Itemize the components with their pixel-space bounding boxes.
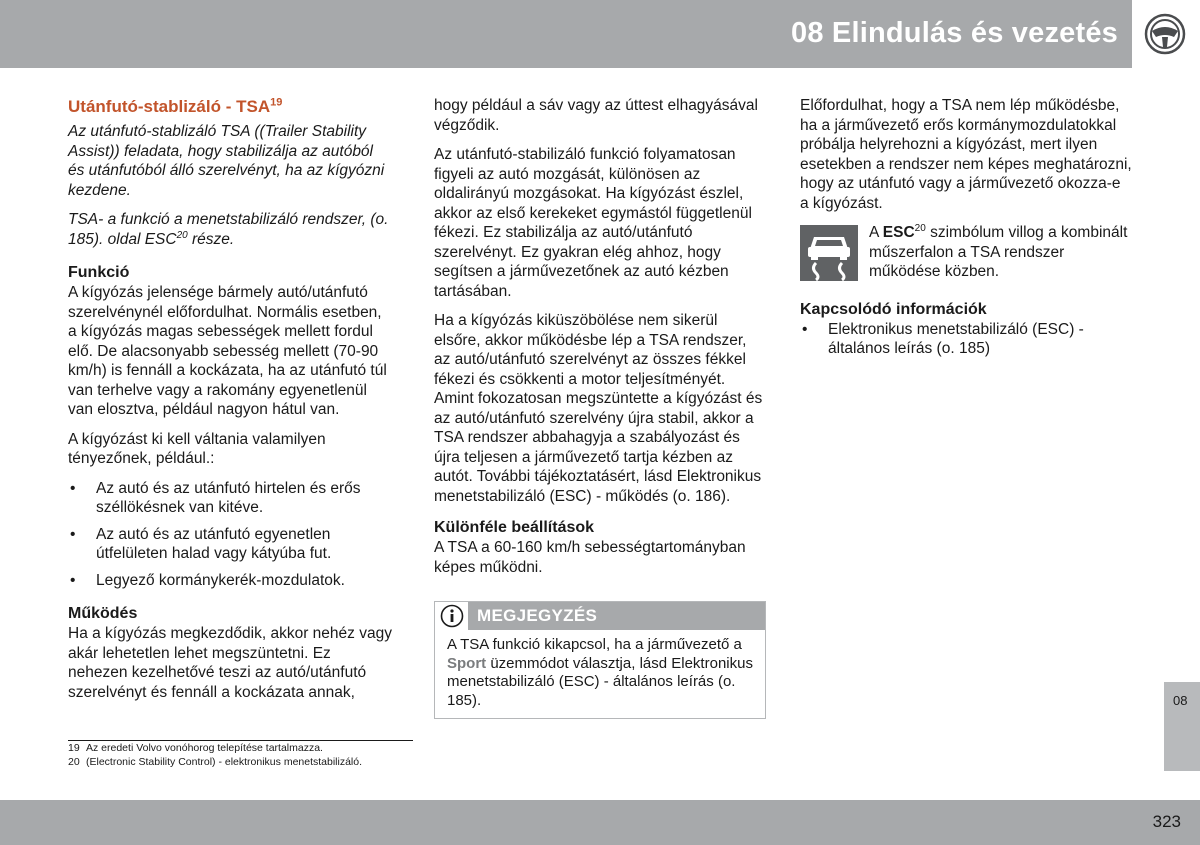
causes-paragraph: A kígyózást ki kell váltania valamilyen tényezőnek, például.: (68, 430, 326, 467)
note-header (435, 602, 765, 630)
settings-paragraph: A TSA a 60-160 km/h sebességtartományban képes működni. (434, 539, 746, 576)
page-number: 323 (1152, 812, 1181, 831)
steering-wheel-icon (1144, 13, 1186, 55)
esc-symbol-row (800, 223, 1132, 282)
note-icon-box (435, 602, 469, 630)
esc-label: ESC (882, 224, 915, 241)
esc-skid-car-icon (800, 225, 858, 281)
paragraph: Ha a kígyózás kiküszöbölése nem sikerül elsőre, akkor működésbe lép a TSA rendszer, az autó/utánfutó szerelvényt az összes fékkel fékezi és csökkenti a motor teljesítményét. Amint fokozatosan megszüntette a kígyózást és az autó/utánfutó szerelvény újra stabil, akkor a TSA rendszer abbahagyja a szabályozást és újra teljesen a járművezető tartja kézben az autót. További tájékoztatásért, lásd Elektronikus menetstabilizáló (ESC) - működés (o. 186). (434, 312, 763, 505)
funkcio-paragraph: A kígyózás jelensége bármely autó/utánfutó szerelvénynél előfordulhat. Normális esetben, a kígyózás magas sebességek mellett fordul elő. De alacsonyabb sebesség mellett (70-90 km/h) is fennáll a kockázata, ha az utánfutó túl van terhelve vagy a rakomány egyenetlenül van elosztva, például nagyon hátul van. (68, 284, 387, 418)
note-box (434, 601, 766, 719)
list-item: • Az autó és az utánfutó egyenetlen útfelületen halad vagy kátyúba fut. (68, 525, 393, 564)
footnote-ref-19: 19 (270, 96, 283, 109)
section-title: Utánfutó-stablizáló - TSA$^{19}$ (68, 96, 283, 116)
footnote: 19 Az eredeti Volvo vonóhorog telepítése tartalmazza. (68, 742, 323, 754)
footer-bar (0, 800, 1200, 845)
causes-list (68, 479, 393, 591)
heading-mukodes: Működés (68, 605, 138, 622)
note-body: A TSA funkció kikapcsol, ha a járművezető a Sport üzemmódot választja, lásd Elektronikus menetstabilizáló (ESC) - általános leírás (o. 185). (447, 636, 753, 709)
footnote-ref-20: 20 (176, 229, 188, 241)
mukodes-paragraph: Ha a kígyózás megkezdődik, akkor nehéz vagy akár lehetetlen lehet megszüntetni. Ez nehezen kezelhetővé teszi az autó/utánfutó szerelvényt és fennáll a kockázata annak, (68, 625, 392, 701)
column-1 (68, 96, 393, 712)
related-link[interactable]: • Elektronikus menetstabilizáló (ESC) - általános leírás (o. 185) (800, 320, 1132, 359)
paragraph: Az utánfutó-stabilizáló funkció folyamatosan figyeli az autó mozgását, különösen az oldalirányú mozgásokat. Ha kígyózást észlel, akkor az első kerekeket egymástól függetlenül fékezi. Ez stabilizálja az autó/utánfutó szerelvényt. Ez gyakran elég ahhoz, hogy segítsen a járművezetőnek az autó kézben tartásában. (434, 146, 752, 300)
list-item: • Az autó és az utánfutó hirtelen és erős széllökésnek van kitéve. (68, 479, 393, 518)
note-title: MEGJEGYZÉS (477, 606, 598, 625)
sport-mode-label: Sport (447, 654, 487, 672)
footnote: 20 (Electronic Stability Control) - elektronikus menetstabilizáló. (68, 756, 363, 768)
info-icon (440, 604, 464, 628)
header-icon-box (1132, 0, 1200, 68)
column-3 (800, 96, 1132, 369)
list-item: • Legyező kormánykerék-mozdulatok. (68, 571, 393, 591)
heading-settings: Különféle beállítások (434, 519, 595, 536)
paragraph: hogy például a sáv vagy az úttest elhagyásával végződik. (434, 97, 758, 134)
heading-funkcio: Funkció (68, 264, 130, 281)
footnote-ref-20: 20 (914, 222, 926, 234)
intro-paragraph: Az utánfutó-stablizáló TSA ((Trailer Stability Assist)) feladata, hogy stabilizálja az autóból és utánfutóból álló szerelvényt, ha az kígyózni kezdene. (68, 123, 385, 199)
heading-related: Kapcsolódó információk (800, 300, 987, 318)
related-list (800, 320, 1132, 359)
intro-reference: TSA- a funkció a menetstabilizáló rendszer, (o. 185). oldal ESC$^{20}$ része. (68, 211, 389, 248)
column-2 (434, 96, 766, 719)
footnotes (68, 740, 413, 769)
esc-text: A ESC$^{20}$ szimbólum villog a kombinált műszerfalon a TSA rendszer működése közben. (869, 222, 1128, 280)
chapter-title: 08 Elindulás és vezetés (791, 17, 1118, 49)
paragraph: Előfordulhat, hogy a TSA nem lép működésbe, ha a járművezető erős kormánymozdulatokkal próbálja helyrehozni a kígyózást, mert ilyen esetekben a rendszer nem képes meghatározni, hogy az utánfutó vagy a járművezető okozza-e a kígyózást. (800, 97, 1132, 212)
chapter-side-tab: 08 (1164, 682, 1200, 771)
